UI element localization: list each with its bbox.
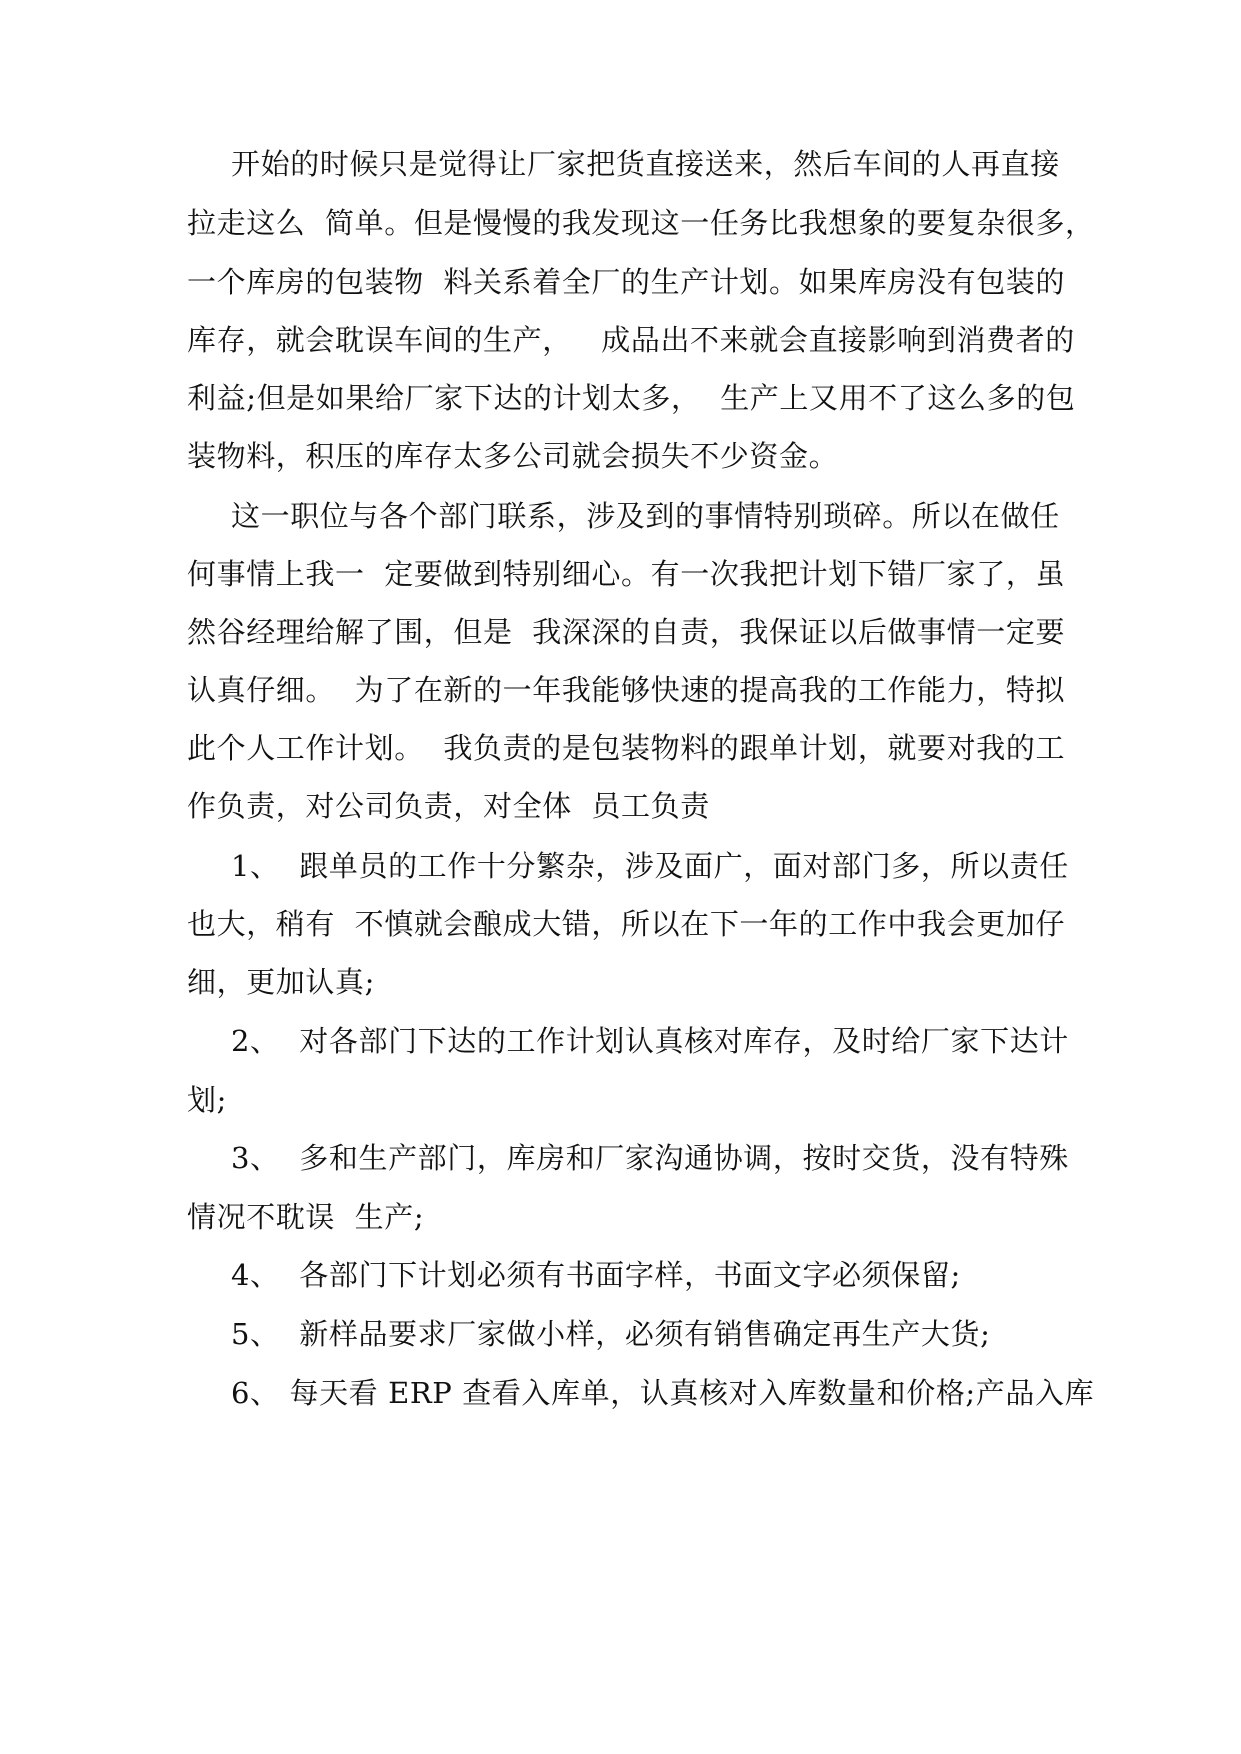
paragraph-2-line-1: 这一职位与各个部门联系，涉及到的事情特别琐碎。所以在做任 [231,499,1060,533]
paragraph-1-line-6: 装物料，积压的库存太多公司就会损失不少资金。 [187,439,839,473]
paragraph-2-line-6: 作负责，对公司负责，对全体 员工负责 [187,789,710,823]
paragraph-2-line-5: 此个人工作计划。 我负责的是包装物料的跟单计划，就要对我的工 [187,731,1066,765]
list-item-3-line-2: 情况不耽误 生产; [187,1200,425,1234]
list-item-1-line-2: 也大，稍有 不慎就会酿成大错，所以在下一年的工作中我会更加仔 [187,907,1066,941]
list-item-4: 4、 各部门下计划必须有书面字样，书面文字必须保留; [231,1258,961,1292]
list-item-6-line-1: 6、 每天看 ERP 查看入库单，认真核对入库数量和价格;产品入库 [231,1376,1095,1410]
paragraph-1-line-2: 拉走这么 简单。但是慢慢的我发现这一任务比我想象的要复杂很多， [187,206,1095,240]
list-item-2-line-1: 2、 对各部门下达的工作计划认真核对库存，及时给厂家下达计 [231,1024,1069,1058]
list-item-5: 5、 新样品要求厂家做小样，必须有销售确定再生产大货; [231,1317,991,1351]
list-item-1-line-1: 1、 跟单员的工作十分繁杂，涉及面广，面对部门多，所以责任 [231,849,1069,883]
paragraph-1-line-5: 利益;但是如果给厂家下达的计划太多， 生产上又用不了这么多的包 [187,381,1076,415]
list-item-2-line-2: 划; [187,1083,227,1117]
paragraph-2-line-4: 认真仔细。 为了在新的一年我能够快速的提高我的工作能力，特拟 [187,673,1066,707]
paragraph-1-line-1: 开始的时候只是觉得让厂家把货直接送来，然后车间的人再直接 [231,147,1060,181]
paragraph-2-line-2: 何事情上我一 定要做到特别细心。有一次我把计划下错厂家了，虽 [187,557,1066,591]
paragraph-1-line-3: 一个库房的包装物 料关系着全厂的生产计划。如果库房没有包装的 [187,265,1066,299]
list-item-3-line-1: 3、 多和生产部门，库房和厂家沟通协调，按时交货，没有特殊 [231,1141,1069,1175]
paragraph-1-line-4: 库存，就会耽误车间的生产， 成品出不来就会直接影响到消费者的 [187,323,1075,357]
list-item-1-line-3: 细，更加认真; [187,965,375,999]
paragraph-2-line-3: 然谷经理给解了围，但是 我深深的自责，我保证以后做事情一定要 [187,615,1066,649]
